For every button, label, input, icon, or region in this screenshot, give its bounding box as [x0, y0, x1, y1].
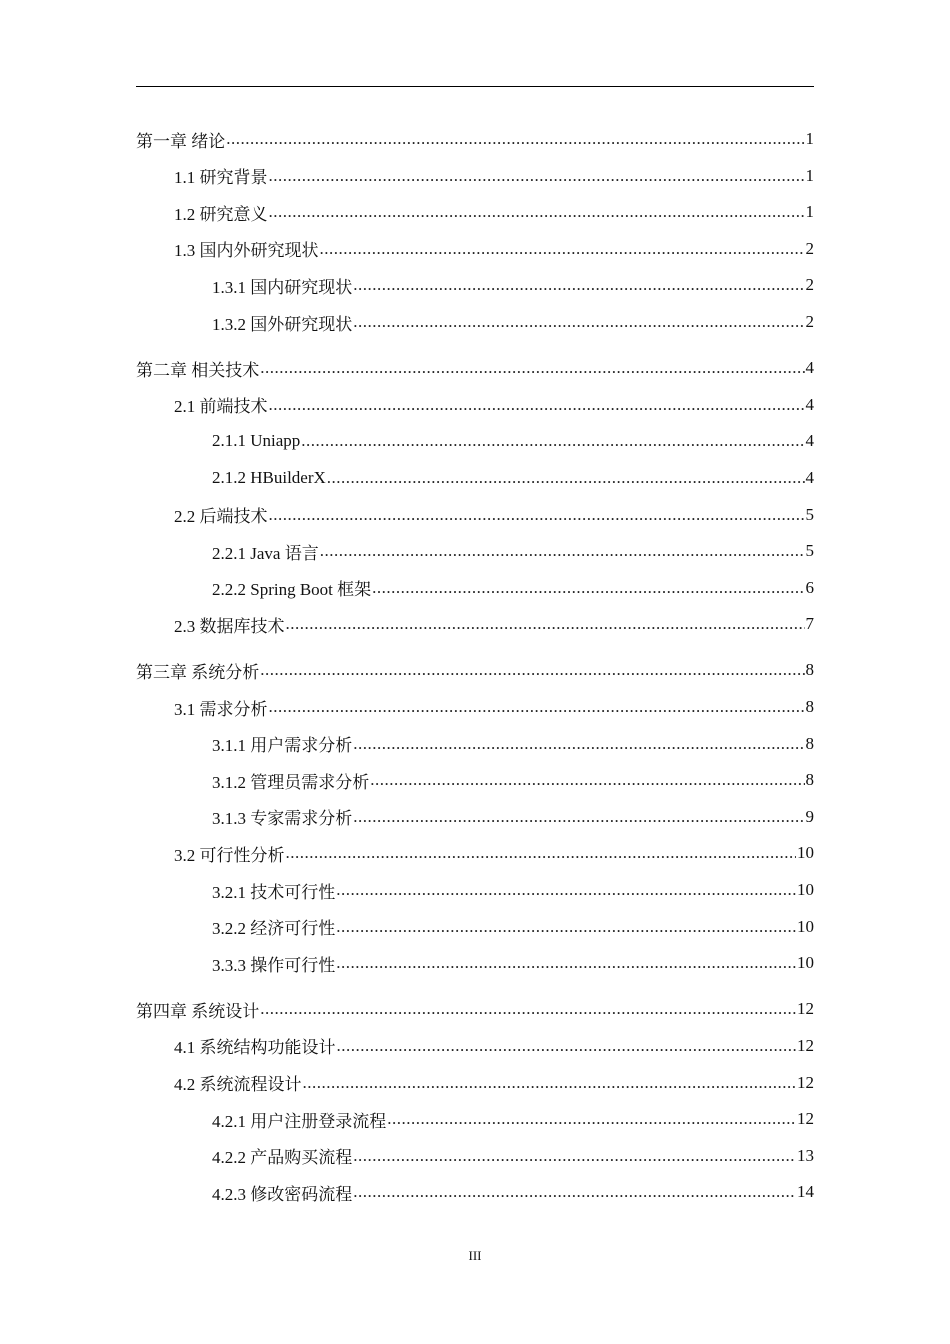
- toc-dot-leader: [269, 395, 805, 415]
- toc-entry-page: 8: [805, 697, 814, 716]
- toc-dot-leader: [336, 917, 796, 937]
- toc-entry-title: 1.3 国内外研究现状: [174, 241, 319, 261]
- toc-entry-title: 3.2.2 经济可行性: [212, 919, 336, 939]
- toc-subsection-entry[interactable]: [136, 1138, 814, 1174]
- toc-entry-title: 4.1 系统结构功能设计: [174, 1038, 336, 1058]
- toc-entry-title: 3.1.3 专家需求分析: [212, 809, 353, 829]
- toc-dot-leader: [353, 275, 804, 295]
- toc-subsection-entry[interactable]: [136, 1101, 814, 1137]
- toc-dot-leader: [353, 734, 804, 754]
- toc-entry-title: 第三章 系统分析: [136, 662, 260, 682]
- toc-entry-page: 7: [805, 614, 814, 634]
- toc-entry-page: 8: [805, 660, 814, 680]
- toc-subsection-entry[interactable]: [136, 872, 814, 908]
- toc-dot-leader: [353, 807, 804, 827]
- toc-entry-page: 12: [797, 1035, 814, 1055]
- header-rule: [136, 86, 814, 87]
- toc-entry-title: 3.2.1 技术可行性: [212, 882, 336, 902]
- toc-entry-page: 12: [797, 999, 814, 1019]
- toc-section-entry[interactable]: [136, 835, 814, 871]
- toc-chapter-entry[interactable]: [136, 991, 814, 1027]
- toc-section-entry[interactable]: [136, 231, 814, 267]
- toc-entry-title: 第二章 相关技术: [136, 360, 260, 380]
- toc-dot-leader: [303, 1073, 797, 1093]
- toc-entry-page: 4: [805, 467, 814, 487]
- toc-dot-leader: [372, 578, 804, 598]
- toc-entry-page: 13: [797, 1145, 814, 1165]
- toc-dot-leader: [269, 505, 805, 525]
- toc-entry-title: 2.1.1 Uniapp: [212, 431, 301, 451]
- toc-entry-page: 10: [797, 953, 814, 973]
- toc-chapter-entry[interactable]: [136, 652, 814, 688]
- toc-entry-title: 3.1.2 管理员需求分析: [212, 772, 370, 792]
- toc-dot-leader: [286, 843, 797, 863]
- toc-section-entry[interactable]: [136, 1028, 814, 1064]
- toc-dot-leader: [353, 1146, 796, 1166]
- toc-dot-leader: [353, 1182, 796, 1202]
- toc-dot-leader: [387, 1109, 796, 1129]
- toc-entry-title: 1.2 研究意义: [174, 204, 268, 224]
- toc-entry-page: 10: [797, 880, 814, 899]
- toc-dot-leader: [336, 953, 796, 973]
- toc-entry-title: 第一章 绪论: [136, 131, 226, 151]
- toc-entry-page: 4: [805, 394, 814, 414]
- toc-entry-page: 1: [805, 129, 814, 148]
- toc-dot-leader: [370, 770, 804, 790]
- toc-entry-page: 2: [805, 312, 814, 331]
- toc-entry-title: 4.2.1 用户注册登录流程: [212, 1111, 387, 1131]
- toc-entry-title: 2.2.2 Spring Boot 框架: [212, 580, 372, 600]
- toc-entry-page: 4: [805, 358, 814, 378]
- toc-subsection-entry[interactable]: [136, 533, 814, 569]
- toc-entry-page: 10: [797, 843, 814, 863]
- toc-entry-page: 2: [805, 275, 814, 295]
- toc-subsection-entry[interactable]: [136, 726, 814, 762]
- toc-entry-title: 4.2 系统流程设计: [174, 1075, 302, 1094]
- toc-dot-leader: [353, 312, 804, 332]
- toc-dot-leader: [320, 239, 805, 259]
- toc-subsection-entry[interactable]: [136, 799, 814, 835]
- toc-dot-leader: [320, 541, 805, 561]
- toc-dot-leader: [269, 166, 805, 186]
- toc-entry-title: 2.2.1 Java 语言: [212, 543, 319, 563]
- toc-entry-page: 8: [805, 733, 814, 753]
- toc-entry-title: 4.2.2 产品购买流程: [212, 1148, 353, 1168]
- toc-subsection-entry[interactable]: [136, 945, 814, 981]
- toc-entry-page: 12: [797, 1109, 814, 1129]
- toc-chapter-entry[interactable]: [136, 350, 814, 386]
- toc-subsection-entry[interactable]: [136, 460, 814, 496]
- toc-section-entry[interactable]: [136, 1065, 814, 1101]
- toc-entry-page: 6: [805, 577, 814, 597]
- toc-dot-leader: [301, 431, 804, 451]
- toc-dot-leader: [269, 697, 805, 717]
- toc-dot-leader: [260, 999, 796, 1019]
- toc-entry-page: 1: [805, 202, 814, 222]
- toc-subsection-entry[interactable]: [136, 267, 814, 303]
- toc-entry-page: 5: [805, 504, 814, 524]
- toc-dot-leader: [336, 880, 796, 900]
- toc-entry-title: 4.2.3 修改密码流程: [212, 1184, 353, 1204]
- toc-section-entry[interactable]: [136, 497, 814, 533]
- toc-section-entry[interactable]: [136, 387, 814, 423]
- toc-entry-page: 4: [805, 431, 814, 451]
- toc-section-entry[interactable]: [136, 689, 814, 725]
- toc-subsection-entry[interactable]: [136, 1174, 814, 1210]
- toc-entry-title: 1.1 研究背景: [174, 168, 268, 188]
- page-number: III: [468, 1248, 482, 1263]
- toc-section-entry[interactable]: [136, 158, 814, 194]
- toc-entry-title: 3.3.3 操作可行性: [212, 955, 336, 975]
- toc-subsection-entry[interactable]: [136, 762, 814, 798]
- toc-entry-title: 3.2 可行性分析: [174, 845, 285, 865]
- toc-entry-page: 12: [797, 1072, 814, 1092]
- toc-subsection-entry[interactable]: [136, 304, 814, 340]
- toc-subsection-entry[interactable]: [136, 909, 814, 945]
- toc-entry-page: 1: [805, 165, 814, 185]
- toc-dot-leader: [269, 202, 805, 222]
- toc-dot-leader: [260, 660, 804, 680]
- toc-chapter-entry[interactable]: [136, 121, 814, 157]
- toc-subsection-entry[interactable]: [136, 423, 814, 459]
- toc-entry-page: 9: [805, 806, 814, 826]
- toc-entry-title: 2.1.2 HBuilderX: [212, 467, 326, 487]
- toc-subsection-entry[interactable]: [136, 570, 814, 606]
- toc-dot-leader: [260, 358, 804, 378]
- toc-entry-page: 5: [805, 541, 814, 561]
- toc-entry-title: 3.1 需求分析: [174, 699, 268, 719]
- toc-entry-page: 14: [797, 1182, 814, 1202]
- toc-section-entry[interactable]: [136, 606, 814, 642]
- toc-entry-page: 2: [805, 238, 814, 258]
- toc-entry-title: 2.2 后端技术: [174, 507, 268, 526]
- toc-dot-leader: [327, 468, 805, 488]
- toc-entry-title: 2.3 数据库技术: [174, 616, 285, 636]
- toc-entry-title: 3.1.1 用户需求分析: [212, 736, 353, 756]
- toc-entry-page: 10: [797, 916, 814, 936]
- toc-entry-title: 2.1 前端技术: [174, 397, 268, 417]
- toc-entry-title: 1.3.2 国外研究现状: [212, 314, 353, 334]
- toc-entry-title: 第四章 系统设计: [136, 1001, 260, 1021]
- toc-entry-page: 8: [805, 770, 814, 790]
- toc-entry-title: 1.3.1 国内研究现状: [212, 277, 353, 297]
- toc-section-entry[interactable]: [136, 194, 814, 230]
- toc-dot-leader: [286, 614, 805, 634]
- toc-dot-leader: [226, 129, 804, 149]
- toc-dot-leader: [337, 1036, 797, 1056]
